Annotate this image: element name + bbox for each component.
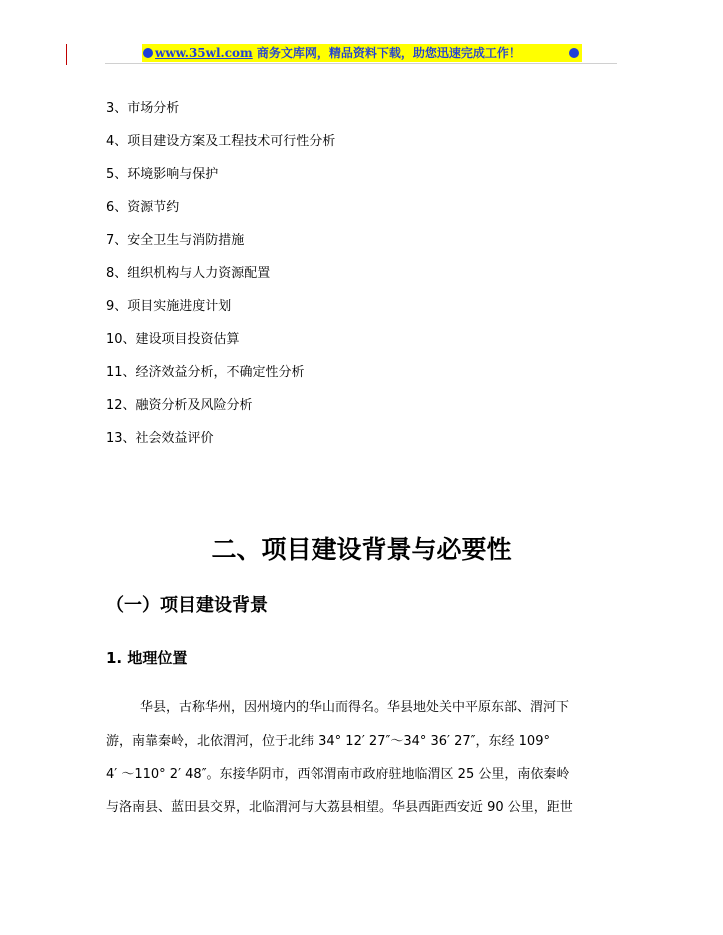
paragraph-line: 与洛南县、蓝田县交界，北临渭河与大荔县相望。华县西距西安近 90 公里，距世 <box>106 800 573 815</box>
toc-item: 4、项目建设方案及工程技术可行性分析 <box>106 134 336 149</box>
header-link[interactable]: www.35wl.com <box>155 46 253 60</box>
toc-item: 12、融资分析及风险分析 <box>106 398 253 413</box>
paragraph-line: 华县，古称华州，因州境内的华山而得名。华县地处关中平原东部、渭河下 <box>140 700 570 715</box>
paragraph-line: 4′ ～110° 2′ 48″。东接华阴市，西邻渭南市政府驻地临渭区 25 公里，南依秦岭 <box>106 767 570 782</box>
toc-item: 7、安全卫生与消防措施 <box>106 233 245 248</box>
toc-item: 13、社会效益评价 <box>106 431 214 446</box>
toc-item: 8、组织机构与人力资源配置 <box>106 266 271 281</box>
subsection-title: 1. 地理位置 <box>106 649 188 667</box>
toc-list <box>106 99 335 462</box>
bullet-dot-icon <box>143 48 153 58</box>
toc-item: 11、经济效益分析，不确定性分析 <box>106 365 305 380</box>
paragraph-line: 游，南靠秦岭，北依渭河，位于北纬 34° 12′ 27″～34° 36′ 27″，东经 109° <box>106 734 550 749</box>
margin-mark <box>66 44 67 65</box>
section-title: （一）项目建设背景 <box>106 595 268 616</box>
toc-item: 10、建设项目投资估算 <box>106 332 240 347</box>
header-banner <box>142 44 582 62</box>
toc-item: 6、资源节约 <box>106 200 180 215</box>
header-slogan: 商务文库网，精品资料下载，助您迅速完成工作！ <box>252 46 521 60</box>
toc-item: 5、环境影响与保护 <box>106 167 219 182</box>
toc-item: 3、市场分析 <box>106 101 180 116</box>
chapter-title: 二、项目建设背景与必要性 <box>211 535 512 564</box>
header-text <box>155 45 521 61</box>
toc-item: 9、项目实施进度计划 <box>106 299 232 314</box>
header-divider <box>105 63 617 64</box>
bullet-dot-icon <box>569 48 579 58</box>
